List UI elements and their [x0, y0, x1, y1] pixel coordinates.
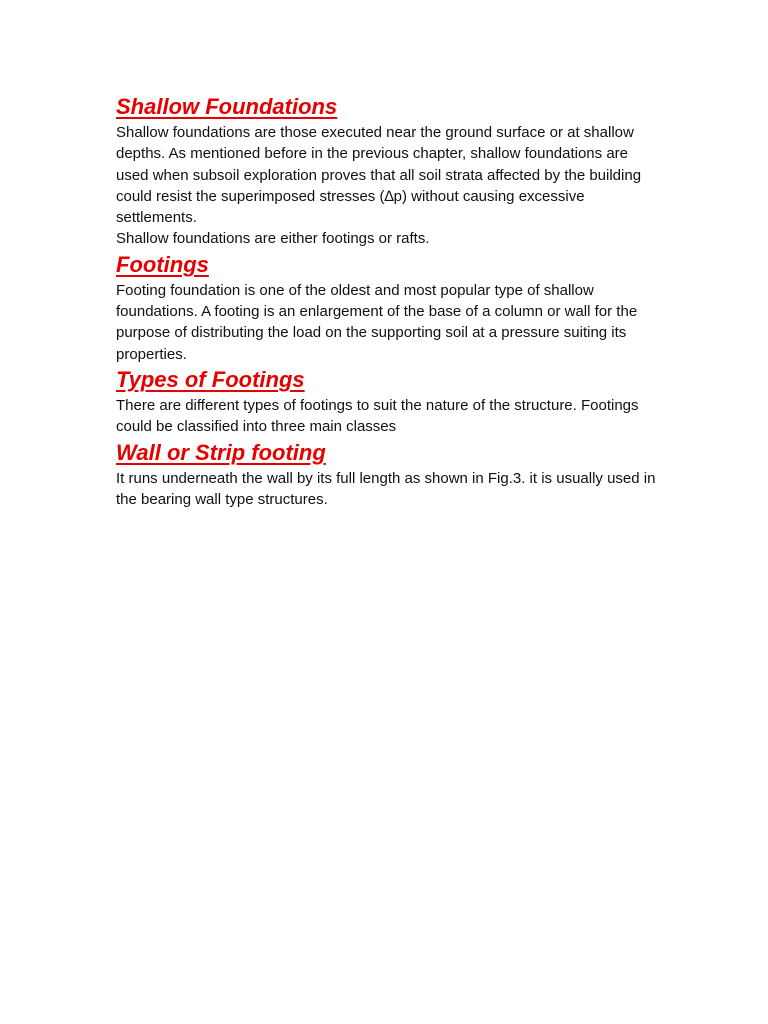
paragraph-shallow-foundations-types: Shallow foundations are either footings or rafts. [116, 230, 430, 248]
paragraph-types-of-footings: There are different types of footings to suit the nature of the structure. Footings could be classified into three main classes [116, 396, 639, 436]
paragraph-shallow-foundations-definition: Shallow foundations are those executed near the ground surface or at shallow depths. As mentioned before in the previous chapter, shallow foundations are used when subsoil exploration proves that all soil strata affected by the building could resist the superimposed stresses (∆p) without causing excessive settlements. [116, 124, 642, 227]
heading-footings: Footings [116, 251, 209, 277]
heading-types-of-footings: Types of Footings [116, 366, 305, 392]
heading-wall-or-strip-footing: Wall or Strip footing [116, 439, 326, 465]
paragraph-footings-definition: Footing foundation is one of the oldest and most popular type of shallow foundations. A footing is an enlargement of the base of a column or wall for the purpose of distributing the load on the supporting soil at a pressure suiting its properties. [116, 281, 638, 363]
heading-shallow-foundations: Shallow Foundations [116, 94, 338, 119]
document-page [116, 92, 656, 510]
paragraph-wall-or-strip-footing: It runs underneath the wall by its full length as shown in Fig.3. it is usually used in the bearing wall type structures. [116, 469, 656, 508]
